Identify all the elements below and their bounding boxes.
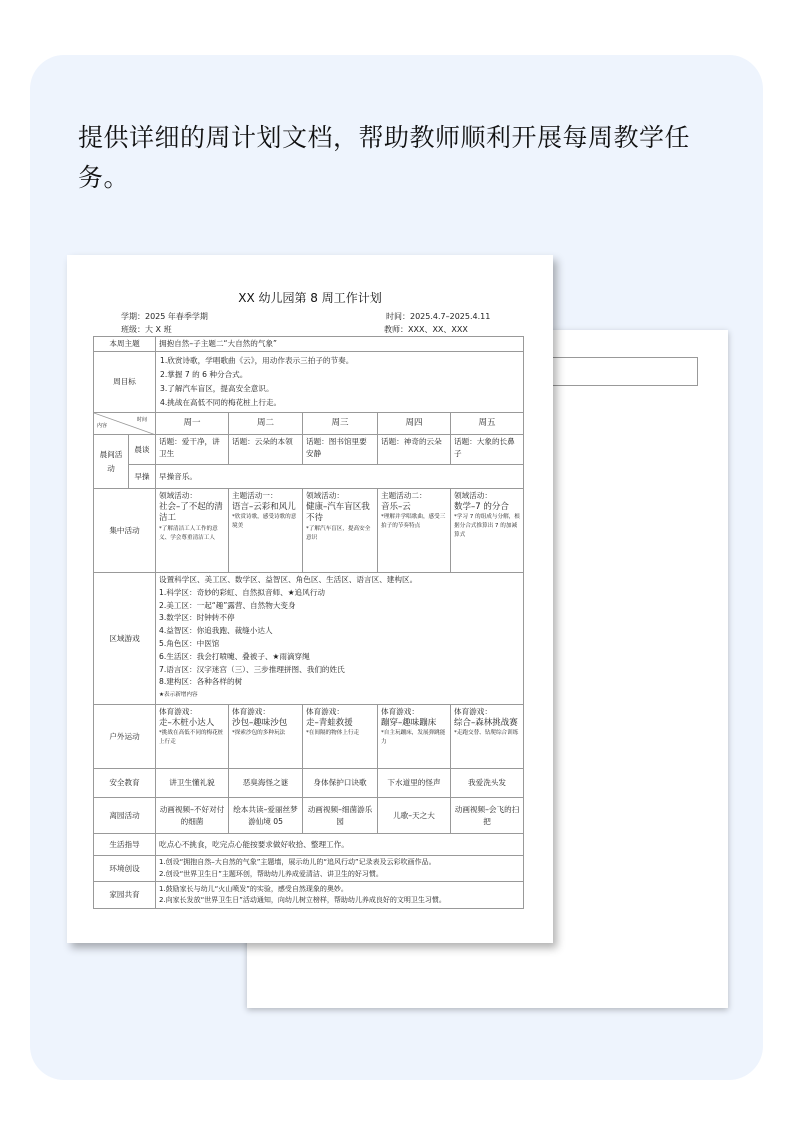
name: 健康–汽车盲区我不待 <box>306 501 370 523</box>
home-item: 2.向家长发放“世界卫生日”活动通知，向幼儿树立榜样，帮助幼儿养成良好的文明卫生习惯。 <box>159 896 446 904</box>
outdoor-cell <box>303 705 378 769</box>
note: *探索沙包的多种玩法 <box>232 730 286 736</box>
type: 体育游戏： <box>381 707 419 716</box>
focus-row <box>94 489 524 573</box>
leave-cell: 儿歌–天之大 <box>378 798 451 834</box>
area-item: 7.语言区：汉字迷宫（三）、三步推理拼图、我们的姓氏 <box>159 664 345 674</box>
area-item: 4.益智区：你追我跑、裁缝小达人 <box>159 626 273 636</box>
area-item: 6.生活区：我会打喷嚏、叠被子、★雨滴穿绳 <box>159 651 310 661</box>
life-value: 吃点心不挑食，吃完点心能按要求做好收拾、整理工作。 <box>156 834 524 856</box>
exercise-value: 早操音乐。 <box>156 465 524 489</box>
env-item: 2.创设“世界卫生日”主题环创，帮助幼儿养成爱清洁、讲卫生的好习惯。 <box>159 869 383 878</box>
date-range: 时间：2025.4.7–2025.4.11 <box>386 312 491 321</box>
focus-cell <box>229 489 303 573</box>
row-label: 晨间活动 <box>94 435 129 489</box>
goal: 4.挑战在高低不同的梅花桩上行走。 <box>160 398 282 407</box>
type: 领域活动： <box>159 491 197 500</box>
document-title: XX 幼儿园第 8 周工作计划 <box>238 291 382 305</box>
row-sublabel: 早操 <box>129 465 156 489</box>
safety-cell: 恶臭海怪之谜 <box>229 769 303 798</box>
teachers: 教师：XXX、XX、XXX <box>384 325 468 334</box>
outdoor-cell <box>378 705 451 769</box>
leave-row <box>94 798 524 834</box>
header-row <box>94 413 524 435</box>
home-item: 1.鼓励家长与幼儿“火山喷发”的实验，感受自然现象的奥妙。 <box>159 884 348 893</box>
row-label: 周目标 <box>94 352 156 413</box>
day-header: 周二 <box>229 413 303 435</box>
diagonal-header <box>94 413 156 435</box>
area-item: 5.角色区：中医馆 <box>159 638 220 648</box>
leave-cell: 绘本共读–爱丽丝梦游仙境 05 <box>229 798 303 834</box>
area-item: 1.科学区：奇妙的彩虹、自然拟音师、★追风行动 <box>159 587 325 597</box>
header-time: 时间 <box>136 417 147 423</box>
note: *学习 7 的组成与分解，根据分合式推算出 7 的加减算式 <box>454 514 520 538</box>
env-cell <box>156 856 524 882</box>
day-header: 周四 <box>378 413 451 435</box>
note: *挑战在高低不同的梅花桩上行走 <box>159 730 224 745</box>
note: *在间隔的物体上行走 <box>306 730 360 736</box>
row-label: 户外运动 <box>94 705 156 769</box>
note: *欣赏诗歌，感受诗歌的意境美 <box>232 514 297 529</box>
focus-cell <box>378 489 451 573</box>
type: 领域活动： <box>306 491 344 500</box>
row-label: 生活指导 <box>94 834 156 856</box>
class: 班级：大 X 班 <box>121 325 172 334</box>
type: 体育游戏： <box>306 707 344 716</box>
note: *走跑交替、钻爬综合训练 <box>454 730 519 736</box>
name: 走–青蛙救援 <box>306 717 353 728</box>
talk-cell: 话题：图书馆里要安静 <box>303 435 378 465</box>
back-page-box <box>553 357 698 386</box>
row-sublabel: 晨谈 <box>129 435 156 465</box>
talk-cell: 话题：大象的长鼻子 <box>451 435 524 465</box>
note: *自主玩蹦床，发展弹跳能力 <box>381 730 446 745</box>
goal: 1.欣赏诗歌，学唱歌曲《云》，用动作表示三拍子的节奏。 <box>160 356 354 365</box>
leave-cell: 动画视频–会飞的扫把 <box>451 798 524 834</box>
talk-cell: 话题：云朵的本领 <box>229 435 303 465</box>
life-row <box>94 834 524 856</box>
env-row <box>94 856 524 882</box>
header-content: 内容 <box>97 422 108 429</box>
name: 蹦穿–趣味蹦床 <box>381 717 437 728</box>
focus-cell <box>451 489 524 573</box>
goal: 2.掌握 7 的 6 种分合式。 <box>160 370 248 379</box>
day-header: 周一 <box>156 413 229 435</box>
row-label: 环境创设 <box>94 856 156 882</box>
name: 数学–7 的分合 <box>454 501 509 512</box>
area-item: 设置科学区、美工区、数学区、益智区、角色区、生活区、语言区、建构区。 <box>159 575 418 584</box>
focus-cell <box>156 489 229 573</box>
safety-cell: 身体保护口诀歌 <box>303 769 378 798</box>
name: 走–木桩小达人 <box>159 717 215 728</box>
type: 主题活动二： <box>381 491 427 500</box>
type: 领域活动： <box>454 491 492 500</box>
note: *了解汽车盲区，提高安全意识 <box>306 525 371 541</box>
name: 综合–森林挑战赛 <box>454 717 518 728</box>
area-note: ★表示新增内容 <box>159 692 198 699</box>
area-item: 8.建构区：各种各样的树 <box>159 677 243 687</box>
row-label: 区域游戏 <box>94 573 156 705</box>
leave-cell: 动画视频–细菌游乐园 <box>303 798 378 834</box>
type: 体育游戏： <box>159 707 197 716</box>
name: 语言–云彩和风儿 <box>232 501 296 512</box>
talk-cell: 话题：神奇的云朵 <box>378 435 451 465</box>
name: 音乐–云 <box>381 501 411 512</box>
row-label: 集中活动 <box>94 489 156 573</box>
theme-row <box>94 337 524 352</box>
row-label: 本周主题 <box>94 337 156 352</box>
env-item: 1.创设“拥抱自然–大自然的气象”主题墙，展示幼儿的“追风行动”记录表及云彩吹画作品。 <box>159 858 436 866</box>
home-cell <box>156 882 524 909</box>
theme-value: 拥抱自然–子主题二“大自然的气象” <box>156 337 524 352</box>
row-label: 离园活动 <box>94 798 156 834</box>
safety-row <box>94 769 524 798</box>
safety-cell: 下水道里的怪声 <box>378 769 451 798</box>
document-page <box>67 255 553 943</box>
morning-talk-row <box>94 435 524 465</box>
area-row <box>94 573 524 705</box>
safety-cell: 我爱洗头发 <box>451 769 524 798</box>
day-header: 周五 <box>451 413 524 435</box>
day-header: 周三 <box>303 413 378 435</box>
row-label: 安全教育 <box>94 769 156 798</box>
home-row <box>94 882 524 909</box>
note: *了解清洁工人工作的意义、学会尊重清洁工人 <box>159 525 218 541</box>
area-cell <box>156 573 524 705</box>
term: 学期：2025 年春季学期 <box>121 312 208 321</box>
leave-cell: 动画视频–不好对付的细菌 <box>156 798 229 834</box>
area-item: 3.数学区：时钟转不停 <box>159 613 235 623</box>
outdoor-cell <box>229 705 303 769</box>
note: *理解并学唱歌曲，感受三拍子的节奏特点 <box>381 514 446 529</box>
name: 沙包–趣味沙包 <box>232 717 288 728</box>
name: 社会–了不起的清洁工 <box>159 501 223 523</box>
type: 体育游戏： <box>454 707 492 716</box>
talk-cell: 话题：爱干净，讲卫生 <box>156 435 229 465</box>
exercise-row <box>94 465 524 489</box>
goals-cell <box>156 352 524 413</box>
focus-cell <box>303 489 378 573</box>
row-label: 家园共育 <box>94 882 156 909</box>
outdoor-row <box>94 705 524 769</box>
headline: 提供详细的周计划文档，帮助教师顺利开展每周教学任务。 <box>78 123 691 192</box>
type: 体育游戏： <box>232 707 270 716</box>
outdoor-cell <box>451 705 524 769</box>
outdoor-cell <box>156 705 229 769</box>
type: 主题活动一： <box>232 491 278 500</box>
goal: 3.了解汽车盲区，提高安全意识。 <box>160 384 274 393</box>
safety-cell: 讲卫生懂礼貌 <box>156 769 229 798</box>
goals-row <box>94 352 524 413</box>
area-item: 2.美工区：一起“趣”露营、自然物大变身 <box>159 600 296 610</box>
plan-table <box>93 336 524 909</box>
